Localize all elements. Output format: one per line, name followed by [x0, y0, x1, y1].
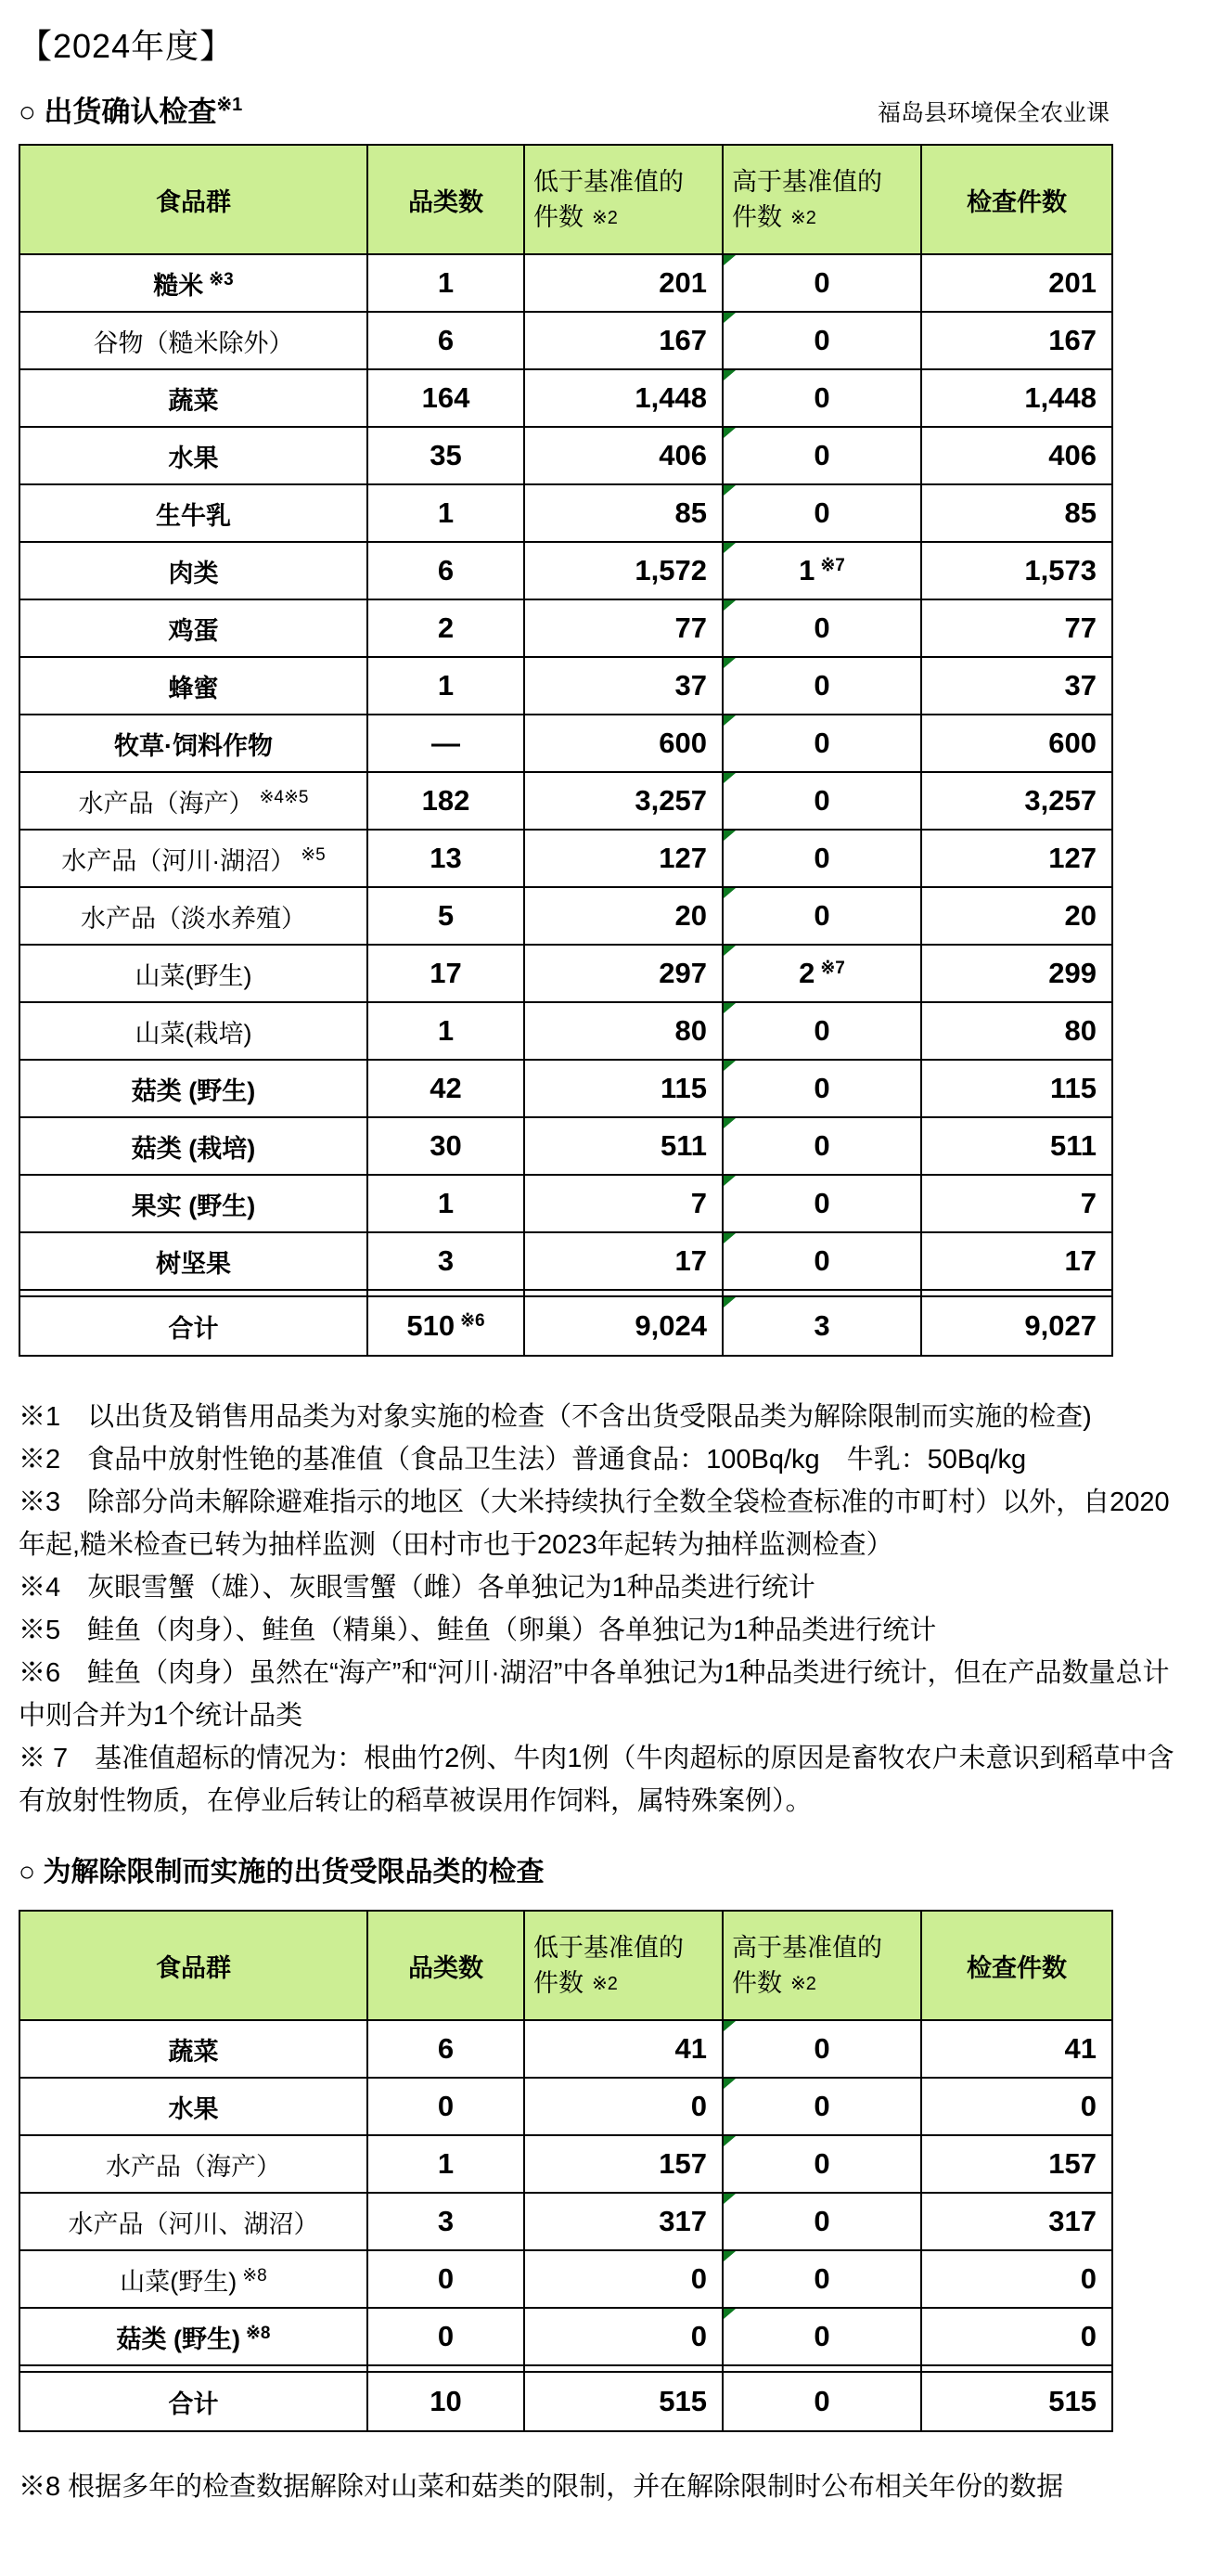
above-limit-count-cell: 0 [723, 369, 921, 427]
column-header-below-limit-count: 低于基准值的 件数 ※2 [524, 145, 723, 254]
inspection-count-cell: 0 [921, 2308, 1112, 2365]
below-limit-count-cell: 17 [524, 1232, 723, 1290]
below-limit-count-cell: 80 [524, 1002, 723, 1060]
table-row [19, 2308, 1112, 2365]
section1-heading-text: ○ 出货确认检查 [19, 96, 217, 128]
below-limit-count-cell: 41 [524, 2020, 723, 2078]
flag-triangle-icon [724, 313, 736, 323]
table-row [19, 945, 1112, 1002]
double-line-divider-row [19, 2365, 1112, 2372]
inspection-count-cell: 7 [921, 1175, 1112, 1232]
column-header-above-limit-count: 高于基准值的 件数 ※2 [723, 1911, 921, 2020]
below-limit-count-cell: 0 [524, 2308, 723, 2365]
inspection-count-cell: 0 [921, 2078, 1112, 2135]
above-limit-count-cell: 0 [723, 427, 921, 484]
flag-triangle-icon [724, 2136, 736, 2146]
flag-triangle-icon [724, 831, 736, 841]
inspection-count-cell: 600 [921, 715, 1112, 772]
header-row [19, 1911, 1112, 2020]
inspection-count-cell: 20 [921, 887, 1112, 945]
footnote-mark: ※5 [301, 844, 326, 865]
inspection-count-cell: 317 [921, 2193, 1112, 2250]
inspection-count-cell: 201 [921, 254, 1112, 312]
food-group-cell: 蜂蜜 [19, 657, 367, 715]
above-limit-count-cell: 0 [723, 772, 921, 830]
section1-heading-footnote-mark: ※1 [216, 95, 243, 115]
item-count-cell: 1 [367, 254, 524, 312]
flag-triangle-icon [724, 1233, 736, 1243]
above-limit-count-cell: 3 [723, 1296, 921, 1356]
item-count-cell: 0 [367, 2308, 524, 2365]
item-count-cell: 182 [367, 772, 524, 830]
item-count-cell: 30 [367, 1117, 524, 1175]
food-group-cell: 蔬菜 [19, 369, 367, 427]
above-limit-count-cell: 0 [723, 715, 921, 772]
food-group-cell: 水产品（海产） $^{※4※5}$ [19, 772, 367, 830]
item-count-cell: 13 [367, 830, 524, 887]
table-row [19, 484, 1112, 542]
flag-triangle-icon [724, 255, 736, 265]
footnote-text: ※3 除部分尚未解除避难指示的地区（大米持续执行全数全袋检查标准的市町村）以外，自2020年起,糙米检查已转为抽样监测（田村市也于2023年起转为抽样监测检查） [19, 1488, 1170, 1560]
table-row [19, 1002, 1112, 1060]
below-limit-count-cell: 115 [524, 1060, 723, 1117]
table-row [19, 2135, 1112, 2193]
item-count-cell: 510 $^{※6}$ [367, 1296, 524, 1356]
org-label: 福岛县环境保全农业课 [877, 100, 1110, 126]
inspection-count-cell: 406 [921, 427, 1112, 484]
item-count-cell: 1 [367, 2135, 524, 2193]
footnote-mark: ※8 [242, 2265, 267, 2286]
divider-cell [19, 2365, 367, 2372]
below-limit-count-cell: 600 [524, 715, 723, 772]
flag-triangle-icon [724, 888, 736, 898]
above-limit-count-cell: 0 [723, 657, 921, 715]
above-limit-count-cell: 0 [723, 830, 921, 887]
divider-cell [723, 2365, 921, 2372]
food-group-cell: 鸡蛋 [19, 599, 367, 657]
item-count-cell: 6 [367, 312, 524, 369]
item-count-cell: 3 [367, 2193, 524, 2250]
column-header-food-group: 食品群 [19, 1911, 367, 2020]
footnote-text: ※2 食品中放射性铯的基准值（食品卫生法）普通食品：100Bq/kg 牛乳：50Bq/kg [19, 1445, 1027, 1475]
double-line-divider-row [19, 1290, 1112, 1296]
footnote-mark: ※8 [245, 2323, 271, 2343]
flag-triangle-icon [724, 2309, 736, 2319]
footnote-text: ※6 鲑鱼（肉身）虽然在“海产”和“河川·湖沼”中各单独记为1种品类进行统计，但在产品数量总计中则合并为1个统计品类 [19, 1658, 1170, 1731]
flag-triangle-icon [724, 2251, 736, 2261]
table-row [19, 2250, 1112, 2308]
shipment-confirmation-table [19, 144, 1113, 1357]
item-count-cell: 35 [367, 427, 524, 484]
table-row [19, 2078, 1112, 2135]
divider-cell [921, 2365, 1112, 2372]
table-row [19, 599, 1112, 657]
item-count-cell: 1 [367, 657, 524, 715]
divider-cell [367, 2365, 524, 2372]
table-row [19, 312, 1112, 369]
food-group-cell: 生牛乳 [19, 484, 367, 542]
footnote-mark: ※7 [820, 556, 845, 575]
divider-cell [524, 2365, 723, 2372]
above-limit-count-cell: 0 [723, 2135, 921, 2193]
item-count-cell: 5 [367, 887, 524, 945]
header-footnote-mark: ※2 [592, 1974, 618, 1994]
total-row [19, 1296, 1112, 1356]
table-row [19, 2193, 1112, 2250]
food-group-cell: 牧草·饲料作物 [19, 715, 367, 772]
footnote-text: ※8 根据多年的检查数据解除对山菜和菇类的限制，并在解除限制时公布相关年份的数据 [19, 2472, 1064, 2502]
flag-triangle-icon [724, 2194, 736, 2204]
below-limit-count-cell: 317 [524, 2193, 723, 2250]
food-group-cell: 水产品（淡水养殖） [19, 887, 367, 945]
section1-heading [19, 88, 242, 130]
below-limit-count-cell: 77 [524, 599, 723, 657]
restriction-lifting-inspection-table [19, 1910, 1113, 2432]
food-group-cell: 合计 [19, 1296, 367, 1356]
divider-cell [19, 1290, 367, 1296]
table-row [19, 772, 1112, 830]
inspection-count-cell: 9,027 [921, 1296, 1112, 1356]
below-limit-count-cell: 127 [524, 830, 723, 887]
above-limit-count-cell: 0 [723, 2250, 921, 2308]
divider-cell [921, 1290, 1112, 1296]
total-row [19, 2372, 1112, 2431]
above-limit-count-cell: 0 [723, 2308, 921, 2365]
inspection-count-cell: 515 [921, 2372, 1112, 2431]
inspection-count-cell: 0 [921, 2250, 1112, 2308]
food-group-cell: 山菜(野生) $^{※8}$ [19, 2250, 367, 2308]
item-count-cell: 0 [367, 2078, 524, 2135]
below-limit-count-cell: 1,448 [524, 369, 723, 427]
footnote-text: ※ 7 基准值超标的情况为：根曲竹2例、牛肉1例（牛肉超标的原因是畜牧农户未意识到稻草中含有放射性物质，在停业后转让的稻草被误用作饲料，属特殊案例）。 [19, 1744, 1174, 1816]
above-limit-count-cell: 0 [723, 2193, 921, 2250]
above-limit-count-cell: 0 [723, 1060, 921, 1117]
inspection-count-cell: 127 [921, 830, 1112, 887]
above-limit-count-cell: 0 [723, 484, 921, 542]
item-count-cell: 1 [367, 1002, 524, 1060]
flag-triangle-icon [724, 370, 736, 380]
below-limit-count-cell: 0 [524, 2250, 723, 2308]
table-row [19, 2020, 1112, 2078]
flag-triangle-icon [724, 600, 736, 611]
food-group-cell: 谷物（糙米除外） [19, 312, 367, 369]
below-limit-count-cell: 9,024 [524, 1296, 723, 1356]
divider-cell [524, 1290, 723, 1296]
food-group-cell: 果实 (野生) [19, 1175, 367, 1232]
table-row [19, 1060, 1112, 1117]
above-limit-count-cell: 0 [723, 599, 921, 657]
below-limit-count-cell: 511 [524, 1117, 723, 1175]
below-limit-count-cell: 297 [524, 945, 723, 1002]
footnotes-section2 [19, 2466, 1189, 2508]
item-count-cell: 6 [367, 542, 524, 599]
food-group-cell: 菇类 (栽培) [19, 1117, 367, 1175]
inspection-count-cell: 1,448 [921, 369, 1112, 427]
above-limit-count-cell: 0 [723, 1117, 921, 1175]
item-count-cell: 1 [367, 484, 524, 542]
flag-triangle-icon [724, 2021, 736, 2031]
below-limit-count-cell: 157 [524, 2135, 723, 2193]
flag-triangle-icon [724, 1003, 736, 1013]
item-count-cell: 0 [367, 2250, 524, 2308]
flag-triangle-icon [724, 658, 736, 668]
inspection-count-cell: 157 [921, 2135, 1112, 2193]
inspection-count-cell: 115 [921, 1060, 1112, 1117]
footnote-mark: ※6 [460, 1311, 485, 1331]
column-header-inspection-count: 检查件数 [921, 145, 1112, 254]
column-header-food-group: 食品群 [19, 145, 367, 254]
food-group-cell: 糙米 $^{※3}$ [19, 254, 367, 312]
food-group-cell: 水果 [19, 427, 367, 484]
food-group-cell: 山菜(野生) [19, 945, 367, 1002]
above-limit-count-cell: 2 $^{※7}$ [723, 945, 921, 1002]
item-count-cell: 164 [367, 369, 524, 427]
table-row [19, 1117, 1112, 1175]
page-title: 【2024年度】 [19, 27, 235, 65]
inspection-count-cell: 299 [921, 945, 1112, 1002]
section2-heading: ○ 为解除限制而实施的出货受限品类的检查 [19, 1857, 545, 1887]
flag-triangle-icon [724, 1118, 736, 1128]
above-limit-count-cell: 0 [723, 2020, 921, 2078]
flag-triangle-icon [724, 1061, 736, 1071]
column-header-below-limit-count: 低于基准值的 件数 ※2 [524, 1911, 723, 2020]
food-group-cell: 菇类 (野生) [19, 1060, 367, 1117]
column-header-item-count: 品类数 [367, 145, 524, 254]
flag-triangle-icon [724, 1297, 736, 1307]
header-footnote-mark: ※2 [790, 208, 816, 228]
table-row [19, 1232, 1112, 1290]
below-limit-count-cell: 406 [524, 427, 723, 484]
flag-triangle-icon [724, 2079, 736, 2089]
food-group-cell: 合计 [19, 2372, 367, 2431]
footnote-mark: ※4※5 [259, 787, 309, 807]
food-group-cell: 水产品（河川、湖沼） [19, 2193, 367, 2250]
food-group-cell: 菇类 (野生) $^{※8}$ [19, 2308, 367, 2365]
table-row [19, 369, 1112, 427]
below-limit-count-cell: 167 [524, 312, 723, 369]
above-limit-count-cell: 0 [723, 887, 921, 945]
footnote-mark: ※3 [209, 269, 234, 290]
below-limit-count-cell: 85 [524, 484, 723, 542]
inspection-count-cell: 511 [921, 1117, 1112, 1175]
flag-triangle-icon [724, 1176, 736, 1186]
table-row [19, 657, 1112, 715]
header-row [19, 145, 1112, 254]
above-limit-count-cell: 0 [723, 1232, 921, 1290]
table-row [19, 254, 1112, 312]
below-limit-count-cell: 1,572 [524, 542, 723, 599]
flag-triangle-icon [724, 543, 736, 553]
table-row [19, 715, 1112, 772]
flag-triangle-icon [724, 715, 736, 726]
food-group-cell: 水产品（河川·湖沼） $^{※5}$ [19, 830, 367, 887]
inspection-count-cell: 41 [921, 2020, 1112, 2078]
header-footnote-mark: ※2 [592, 208, 618, 228]
item-count-cell: 2 [367, 599, 524, 657]
food-group-cell: 水产品（海产） [19, 2135, 367, 2193]
column-header-inspection-count: 检查件数 [921, 1911, 1112, 2020]
item-count-cell: 42 [367, 1060, 524, 1117]
divider-cell [723, 1290, 921, 1296]
below-limit-count-cell: 37 [524, 657, 723, 715]
table-row [19, 427, 1112, 484]
food-group-cell: 山菜(栽培) [19, 1002, 367, 1060]
header-footnote-mark: ※2 [790, 1974, 816, 1994]
below-limit-count-cell: 201 [524, 254, 723, 312]
column-header-item-count: 品类数 [367, 1911, 524, 2020]
food-group-cell: 肉类 [19, 542, 367, 599]
below-limit-count-cell: 7 [524, 1175, 723, 1232]
footnotes-section1 [19, 1396, 1189, 1823]
inspection-count-cell: 37 [921, 657, 1112, 715]
food-group-cell: 蔬菜 [19, 2020, 367, 2078]
column-header-above-limit-count: 高于基准值的 件数 ※2 [723, 145, 921, 254]
divider-cell [367, 1290, 524, 1296]
footnote-text: ※1 以出货及销售用品类为对象实施的检查（不含出货受限品类为解除限制而实施的检查) [19, 1402, 1092, 1432]
above-limit-count-cell: 0 [723, 312, 921, 369]
flag-triangle-icon [724, 485, 736, 496]
table-row [19, 542, 1112, 599]
below-limit-count-cell: 3,257 [524, 772, 723, 830]
above-limit-count-cell: 0 [723, 2078, 921, 2135]
flag-triangle-icon [724, 946, 736, 956]
table-row [19, 830, 1112, 887]
table-row [19, 887, 1112, 945]
item-count-cell: 3 [367, 1232, 524, 1290]
below-limit-count-cell: 515 [524, 2372, 723, 2431]
above-limit-count-cell: 1 $^{※7}$ [723, 542, 921, 599]
food-group-cell: 树坚果 [19, 1232, 367, 1290]
inspection-count-cell: 1,573 [921, 542, 1112, 599]
footnote-text: ※4 灰眼雪蟹（雄）、灰眼雪蟹（雌）各单独记为1种品类进行统计 [19, 1573, 815, 1603]
inspection-count-cell: 77 [921, 599, 1112, 657]
footnote-text: ※5 鲑鱼（肉身）、鲑鱼（精巢）、鲑鱼（卵巢）各单独记为1种品类进行统计 [19, 1616, 937, 1645]
table-row [19, 1175, 1112, 1232]
above-limit-count-cell: 0 [723, 254, 921, 312]
item-count-cell: 17 [367, 945, 524, 1002]
inspection-count-cell: 80 [921, 1002, 1112, 1060]
item-count-cell: — [367, 715, 524, 772]
inspection-count-cell: 85 [921, 484, 1112, 542]
inspection-count-cell: 167 [921, 312, 1112, 369]
below-limit-count-cell: 0 [524, 2078, 723, 2135]
item-count-cell: 6 [367, 2020, 524, 2078]
inspection-count-cell: 3,257 [921, 772, 1112, 830]
item-count-cell: 10 [367, 2372, 524, 2431]
flag-triangle-icon [724, 773, 736, 783]
item-count-cell: 1 [367, 1175, 524, 1232]
section1-heading-row [19, 88, 1110, 130]
above-limit-count-cell: 0 [723, 1175, 921, 1232]
above-limit-count-cell: 0 [723, 2372, 921, 2431]
flag-triangle-icon [724, 428, 736, 438]
below-limit-count-cell: 20 [524, 887, 723, 945]
food-group-cell: 水果 [19, 2078, 367, 2135]
footnote-mark: ※7 [820, 959, 845, 978]
above-limit-count-cell: 0 [723, 1002, 921, 1060]
inspection-count-cell: 17 [921, 1232, 1112, 1290]
